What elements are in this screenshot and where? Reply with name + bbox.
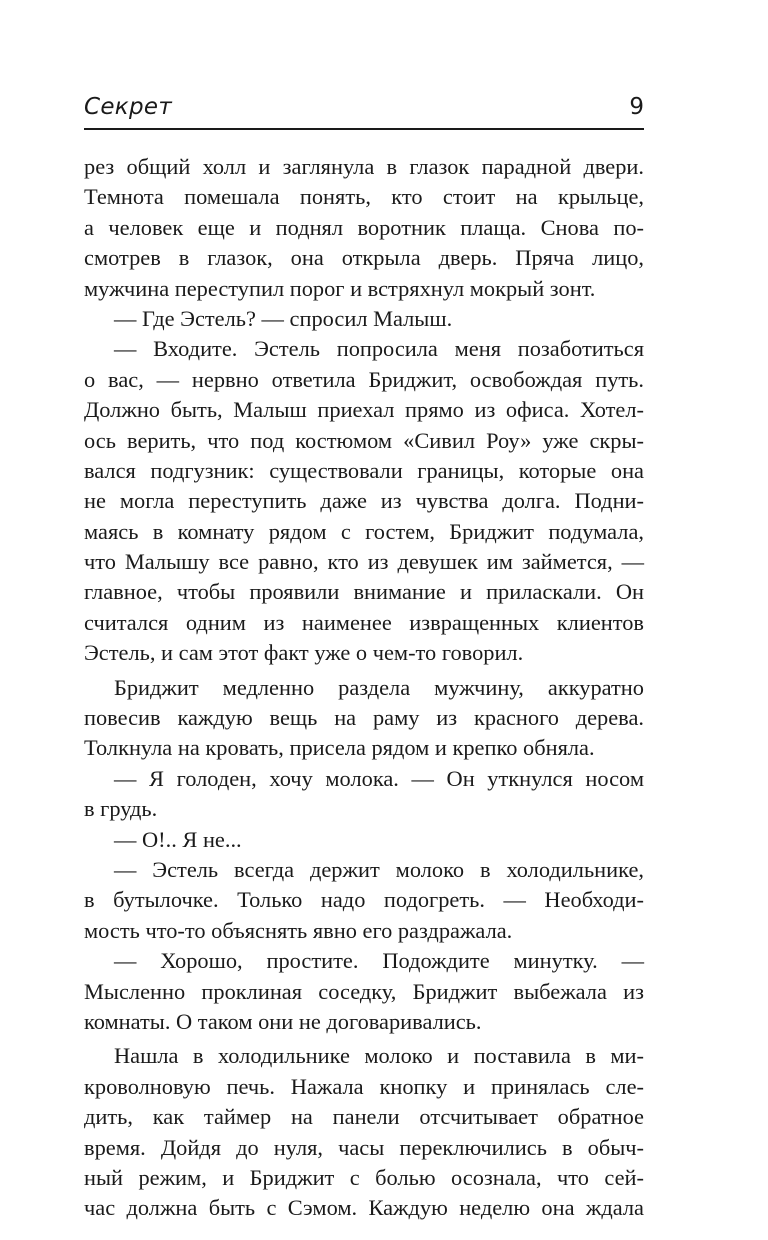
text-line: повесив каждую вещь на раму из красного дерева. [84,705,644,731]
text-line: что Малышу все равно, кто из девушек им займется, — [84,549,644,575]
text-line: рез общий холл и заглянула в глазок парадной двери. [84,154,644,179]
text-line: ный режим, и Бриджит с болью осознала, что сей- [84,1164,644,1190]
text-line: час должна быть с Сэмом. Каждую неделю она ждала [84,1195,644,1221]
text-line: Бриджит медленно раздела мужчину, аккуратно [114,674,644,700]
body-text [84,152,644,1224]
text-line: Нашла в холодильнике молоко и поставила в ми- [114,1043,644,1069]
text-line: — Входите. Эстель попросила меня позаботиться [114,336,644,362]
text-line: Темнота помешала понять, кто стоит на крыльце, [84,184,644,210]
text-line: — О!.. Я не... [114,826,242,852]
text-line: в грудь. [84,796,158,822]
running-header [84,92,644,130]
text-line: мость что-то объяснять явно его раздражала. [84,917,513,943]
text-line: ось верить, что под костюмом «Сивил Роу» уже скры- [84,427,644,453]
chapter-title: Секрет [84,94,173,120]
text-line: считался одним из наименее извращенных клиентов [84,609,644,635]
text-line: Толкнула на кровать, присела рядом и крепко обняла. [84,735,595,761]
text-line: о вас, — нервно ответила Бриджит, освобождая путь. [84,366,644,392]
text-line: а человек еще и поднял воротник плаща. Снова по- [84,214,644,240]
text-line: — Где Эстель? — спросил Малыш. [114,305,453,331]
text-line: кроволновую печь. Нажала кнопку и принялась сле- [84,1073,644,1099]
text-line: — Эстель всегда держит молоко в холодильнике, [114,856,644,882]
text-line: — Я голоден, хочу молока. — Он уткнулся носом [114,765,644,791]
text-line: маясь в комнату рядом с гостем, Бриджит подумала, [84,518,644,544]
page-number: 9 [629,94,644,120]
text-line: Должно быть, Малыш приехал прямо из офиса. Хотел- [84,397,644,423]
text-line: Эстель, и сам этот факт уже о чем-то говорил. [84,640,524,666]
text-line: время. Дойдя до нуля, часы переключились в обыч- [84,1134,644,1160]
text-line: в бутылочке. Только надо подогреть. — Необходи- [84,887,644,913]
text-line: вался подгузник: существовали границы, которые она [84,457,644,483]
text-line: мужчина переступил порог и встряхнул мокрый зонт. [84,275,596,301]
text-line: смотрев в глазок, она открыла дверь. Пряча лицо, [84,245,644,271]
text-line: Мысленно проклиная соседку, Бриджит выбежала из [84,978,644,1004]
text-line: не могла переступить даже из чувства долга. Подни- [84,488,644,514]
text-line: — Хорошо, простите. Подождите минутку. — [114,948,644,974]
text-line: дить, как таймер на панели отсчитывает обратное [84,1104,644,1130]
text-line: комнаты. О таком они не договаривались. [84,1008,482,1034]
text-line: главное, чтобы проявили внимание и приласкали. Он [84,579,644,605]
